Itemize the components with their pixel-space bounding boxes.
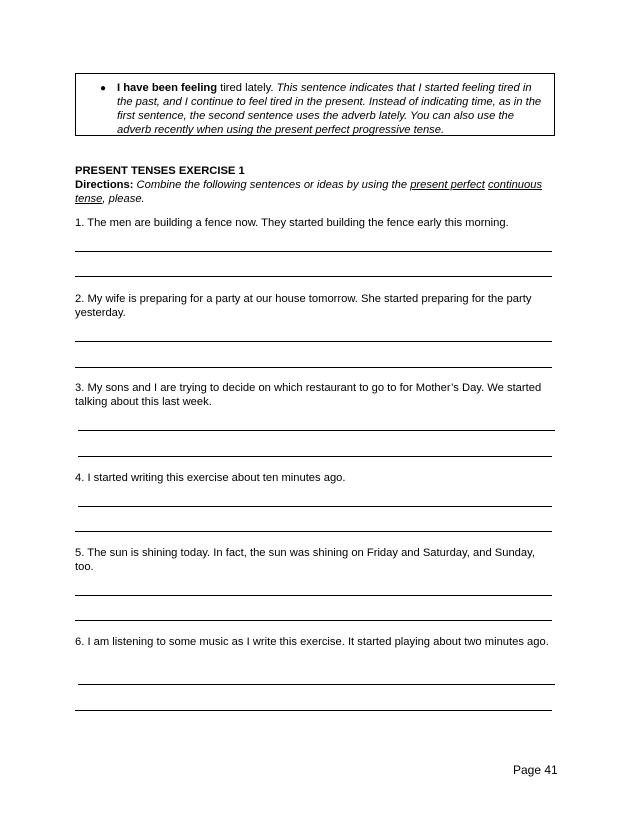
answer-line[interactable] [78,684,555,685]
answer-line[interactable] [75,341,552,342]
answer-line[interactable] [78,430,555,431]
question-4: 4. I started writing this exercise about ten minutes ago. [75,472,346,484]
page-number: Page 41 [513,763,558,777]
answer-line[interactable] [75,595,552,596]
answer-line[interactable] [75,620,552,621]
note-text [117,81,544,137]
answer-line[interactable] [75,367,552,368]
answer-line[interactable] [75,251,552,252]
question-3: 3. My sons and I are trying to decide on which restaurant to go to for Mother’s Day. We started talking about this last week. [75,382,542,408]
bullet-icon: ● [100,83,107,94]
directions-tense-1: present perfect [410,179,485,191]
note-lead-bold: I have been feeling [117,82,218,94]
answer-line[interactable] [78,456,552,457]
answer-line[interactable] [78,506,552,507]
note-lead-plain: tired lately. [217,82,274,94]
answer-line[interactable] [75,276,552,277]
answer-line[interactable] [75,531,552,532]
note-explanation: This sentence indicates that I started feeling tired in the past, and I continue to feel tired in the present. Instead of indicating time, as in the first sentence, the second sentence uses the adverb lately. You can also use the adverb recently when using the present perfect progressive tense. [117,82,542,136]
question-2: 2. My wife is preparing for a party at our house tomorrow. She started preparing for the party yesterday. [75,293,532,319]
exercise-title: PRESENT TENSES EXERCISE 1 [75,165,245,177]
question-5: 5. The sun is shining today. In fact, the sun was shining on Friday and Saturday, and Sunday, too. [75,547,536,573]
answer-line[interactable] [75,710,552,711]
directions [75,178,555,206]
note-box [75,73,555,136]
question-1: 1. The men are building a fence now. They started building the fence early this morning. [75,217,509,229]
question-6: 6. I am listening to some music as I write this exercise. It started playing about two minutes ago. [75,636,549,648]
directions-end: , please. [102,193,145,205]
directions-text: Combine the following sentences or ideas by using the [133,179,411,191]
directions-tense-2: continuous tense [75,179,543,205]
directions-label: Directions: [75,179,134,191]
